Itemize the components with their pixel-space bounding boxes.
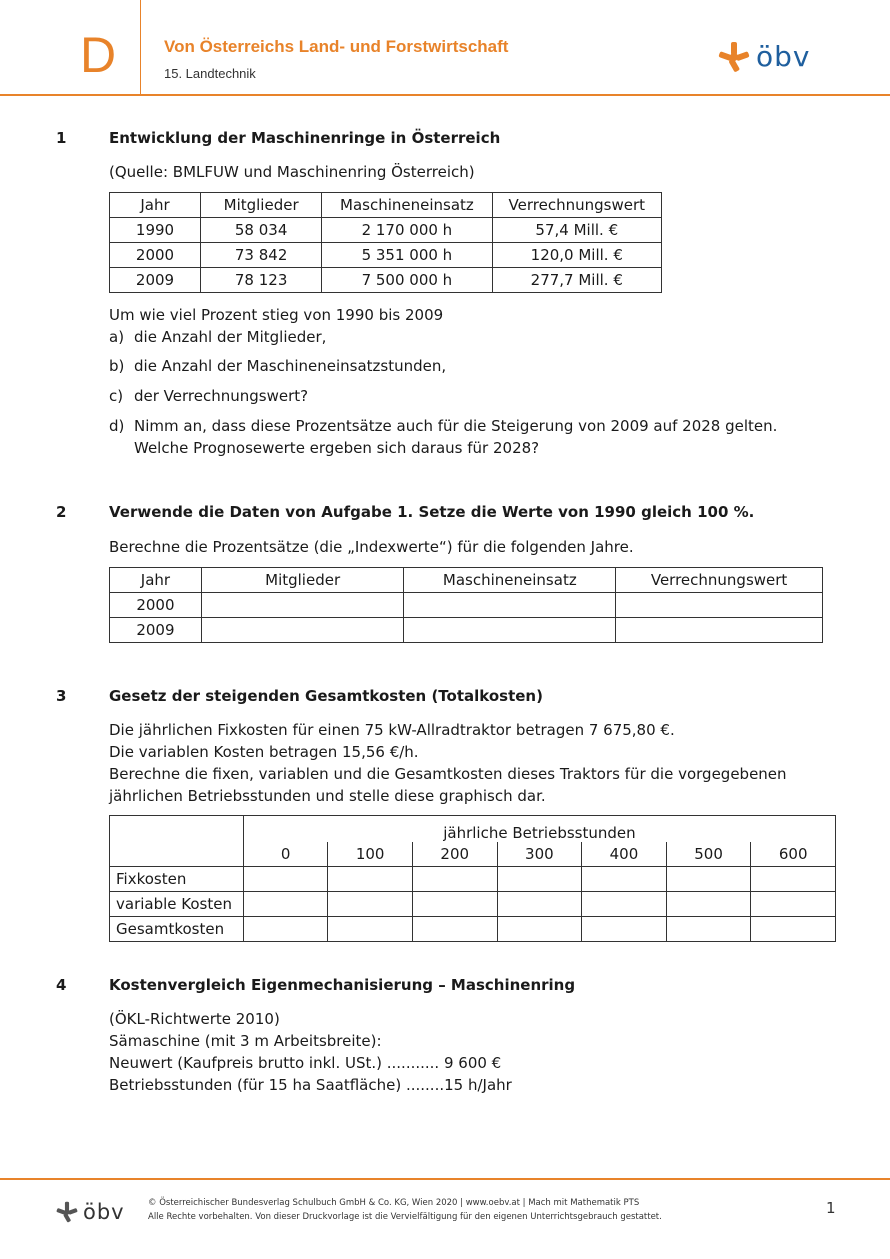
table-cell: 277,7 Mill. € (492, 268, 661, 293)
group-header-cell: jährliche Betriebsstunden (243, 816, 835, 843)
list-item (109, 326, 326, 348)
task-number: 1 (56, 129, 67, 147)
header-cell: Verrechnungswert (616, 568, 823, 593)
answer-cell[interactable] (497, 917, 582, 942)
answer-cell[interactable] (497, 867, 582, 892)
answer-cell[interactable] (412, 867, 497, 892)
index-table (109, 567, 823, 643)
publisher-logo (718, 40, 810, 73)
paragraph-line: (ÖKL-Richtwerte 2010) (109, 1010, 280, 1028)
section-letter: D (80, 27, 117, 83)
answer-cell[interactable] (497, 892, 582, 917)
table-row (110, 892, 836, 917)
header-cell: Jahr (110, 193, 201, 218)
paragraph-line: Die jährlichen Fixkosten für einen 75 kW-Allradtraktor betragen 7 675,80 €. (109, 721, 675, 739)
header-cell: Jahr (110, 568, 202, 593)
paragraph-line: Neuwert (Kaufpreis brutto inkl. USt.) ........... 9 600 € (109, 1054, 502, 1072)
table-cell: 57,4 Mill. € (492, 218, 661, 243)
question-text: Um wie viel Prozent stieg von 1990 bis 2009 (109, 306, 444, 324)
table-cell: 1990 (110, 218, 201, 243)
header-divider-vertical (140, 0, 141, 94)
star-logo-icon (56, 1201, 78, 1223)
table-cell: 58 034 (201, 218, 322, 243)
row-label: Gesamtkosten (110, 917, 244, 942)
item-label: d) (109, 417, 125, 435)
table-row (110, 867, 836, 892)
table-row (110, 917, 836, 942)
row-label: variable Kosten (110, 892, 244, 917)
table-cell: 2 170 000 h (322, 218, 492, 243)
item-text-continued: Welche Prognosewerte ergeben sich daraus für 2028? (134, 439, 540, 457)
answer-cell[interactable] (404, 618, 616, 643)
table-header-row (110, 193, 662, 218)
table-cell: 2009 (110, 618, 202, 643)
item-label: b) (109, 357, 125, 375)
item-text: der Verrechnungswert? (134, 387, 309, 405)
paragraph-line: Berechne die fixen, variablen und die Gesamtkosten dieses Traktors für die vorgegebenen (109, 765, 787, 783)
header-cell: 0 (243, 842, 327, 867)
footer-divider (0, 1178, 890, 1180)
table-header-row (110, 568, 823, 593)
header-cell: Mitglieder (201, 193, 322, 218)
task-number: 3 (56, 687, 67, 705)
answer-cell[interactable] (201, 618, 404, 643)
empty-corner-cell (110, 816, 244, 867)
table-cell: 2000 (110, 593, 202, 618)
table-cell: 73 842 (201, 243, 322, 268)
header-cell: 500 (666, 842, 751, 867)
answer-cell[interactable] (412, 892, 497, 917)
item-label: c) (109, 387, 124, 405)
header-cell: 300 (497, 842, 582, 867)
data-table-machinery-rings (109, 192, 662, 293)
answer-cell[interactable] (582, 917, 667, 942)
list-item (109, 355, 446, 377)
answer-cell[interactable] (328, 892, 413, 917)
answer-cell[interactable] (616, 593, 823, 618)
answer-cell[interactable] (616, 618, 823, 643)
table-cell: 78 123 (201, 268, 322, 293)
item-text: Nimm an, dass diese Prozentsätze auch für die Steigerung von 2009 auf 2028 gelten. (134, 417, 778, 435)
answer-cell[interactable] (243, 917, 327, 942)
answer-cell[interactable] (412, 917, 497, 942)
task-heading: Entwicklung der Maschinenringe in Österreich (109, 129, 501, 147)
table-row (110, 268, 662, 293)
copyright-text: © Österreichischer Bundesverlag Schulbuch GmbH & Co. KG, Wien 2020 | www.oebv.at | Mach mit Mathematik PTS (148, 1198, 640, 1208)
answer-cell[interactable] (666, 892, 751, 917)
table-row (110, 618, 823, 643)
table-group-header-row (110, 816, 836, 843)
row-label: Fixkosten (110, 867, 244, 892)
paragraph-line: Sämaschine (mit 3 m Arbeitsbreite): (109, 1032, 382, 1050)
answer-cell[interactable] (243, 867, 327, 892)
task-number: 4 (56, 976, 67, 994)
answer-cell[interactable] (666, 867, 751, 892)
list-item (109, 385, 308, 407)
header-divider-horizontal (0, 94, 890, 96)
table-cell: 7 500 000 h (322, 268, 492, 293)
header-cell: Verrechnungswert (492, 193, 661, 218)
header-cell: Mitglieder (201, 568, 404, 593)
page-number: 1 (826, 1199, 836, 1217)
table-cell: 5 351 000 h (322, 243, 492, 268)
rights-text: Alle Rechte vorbehalten. Von dieser Druckvorlage ist die Vervielfältigung für den eigenen Unterrichtsgebrauch gestattet. (148, 1212, 662, 1222)
header-cell: Maschineneinsatz (322, 193, 492, 218)
logo-text: öbv (756, 40, 811, 73)
answer-cell[interactable] (751, 867, 836, 892)
answer-cell[interactable] (582, 867, 667, 892)
task-heading: Gesetz der steigenden Gesamtkosten (Totalkosten) (109, 687, 543, 705)
answer-cell[interactable] (201, 593, 404, 618)
logo-text: öbv (83, 1200, 125, 1224)
answer-cell[interactable] (328, 917, 413, 942)
item-text: die Anzahl der Maschineneinsatzstunden, (134, 357, 447, 375)
header-cell: 400 (582, 842, 667, 867)
table-cell: 120,0 Mill. € (492, 243, 661, 268)
answer-cell[interactable] (328, 867, 413, 892)
task-heading: Kostenvergleich Eigenmechanisierung – Maschinenring (109, 976, 576, 994)
answer-cell[interactable] (751, 917, 836, 942)
answer-cell[interactable] (666, 917, 751, 942)
task-heading: Verwende die Daten von Aufgabe 1. Setze die Werte von 1990 gleich 100 %. (109, 503, 755, 521)
page-subtitle: 15. Landtechnik (164, 66, 256, 81)
header-cell: 200 (412, 842, 497, 867)
source-note: (Quelle: BMLFUW und Maschinenring Österreich) (109, 163, 475, 181)
paragraph-line: jährlichen Betriebsstunden und stelle diese graphisch dar. (109, 787, 546, 805)
item-label: a) (109, 328, 125, 346)
header-cell: 100 (328, 842, 413, 867)
table-row (110, 243, 662, 268)
item-text: die Anzahl der Mitglieder, (134, 328, 327, 346)
task-number: 2 (56, 503, 67, 521)
paragraph-line: Die variablen Kosten betragen 15,56 €/h. (109, 743, 419, 761)
header-cell: 600 (751, 842, 836, 867)
footer-logo (56, 1200, 125, 1224)
instruction-text: Berechne die Prozentsätze (die „Indexwerte“) für die folgenden Jahre. (109, 538, 634, 556)
answer-cell[interactable] (751, 892, 836, 917)
cost-table (109, 815, 836, 942)
table-cell: 2009 (110, 268, 201, 293)
table-row (110, 218, 662, 243)
page-title: Von Österreichs Land- und Forstwirtschaft (164, 37, 509, 56)
table-cell: 2000 (110, 243, 201, 268)
answer-cell[interactable] (582, 892, 667, 917)
answer-cell[interactable] (404, 593, 616, 618)
header-cell: Maschineneinsatz (404, 568, 616, 593)
answer-cell[interactable] (243, 892, 327, 917)
list-item (109, 415, 777, 459)
table-row (110, 593, 823, 618)
star-logo-icon (718, 41, 750, 73)
paragraph-line: Betriebsstunden (für 15 ha Saatfläche) ........15 h/Jahr (109, 1076, 512, 1094)
